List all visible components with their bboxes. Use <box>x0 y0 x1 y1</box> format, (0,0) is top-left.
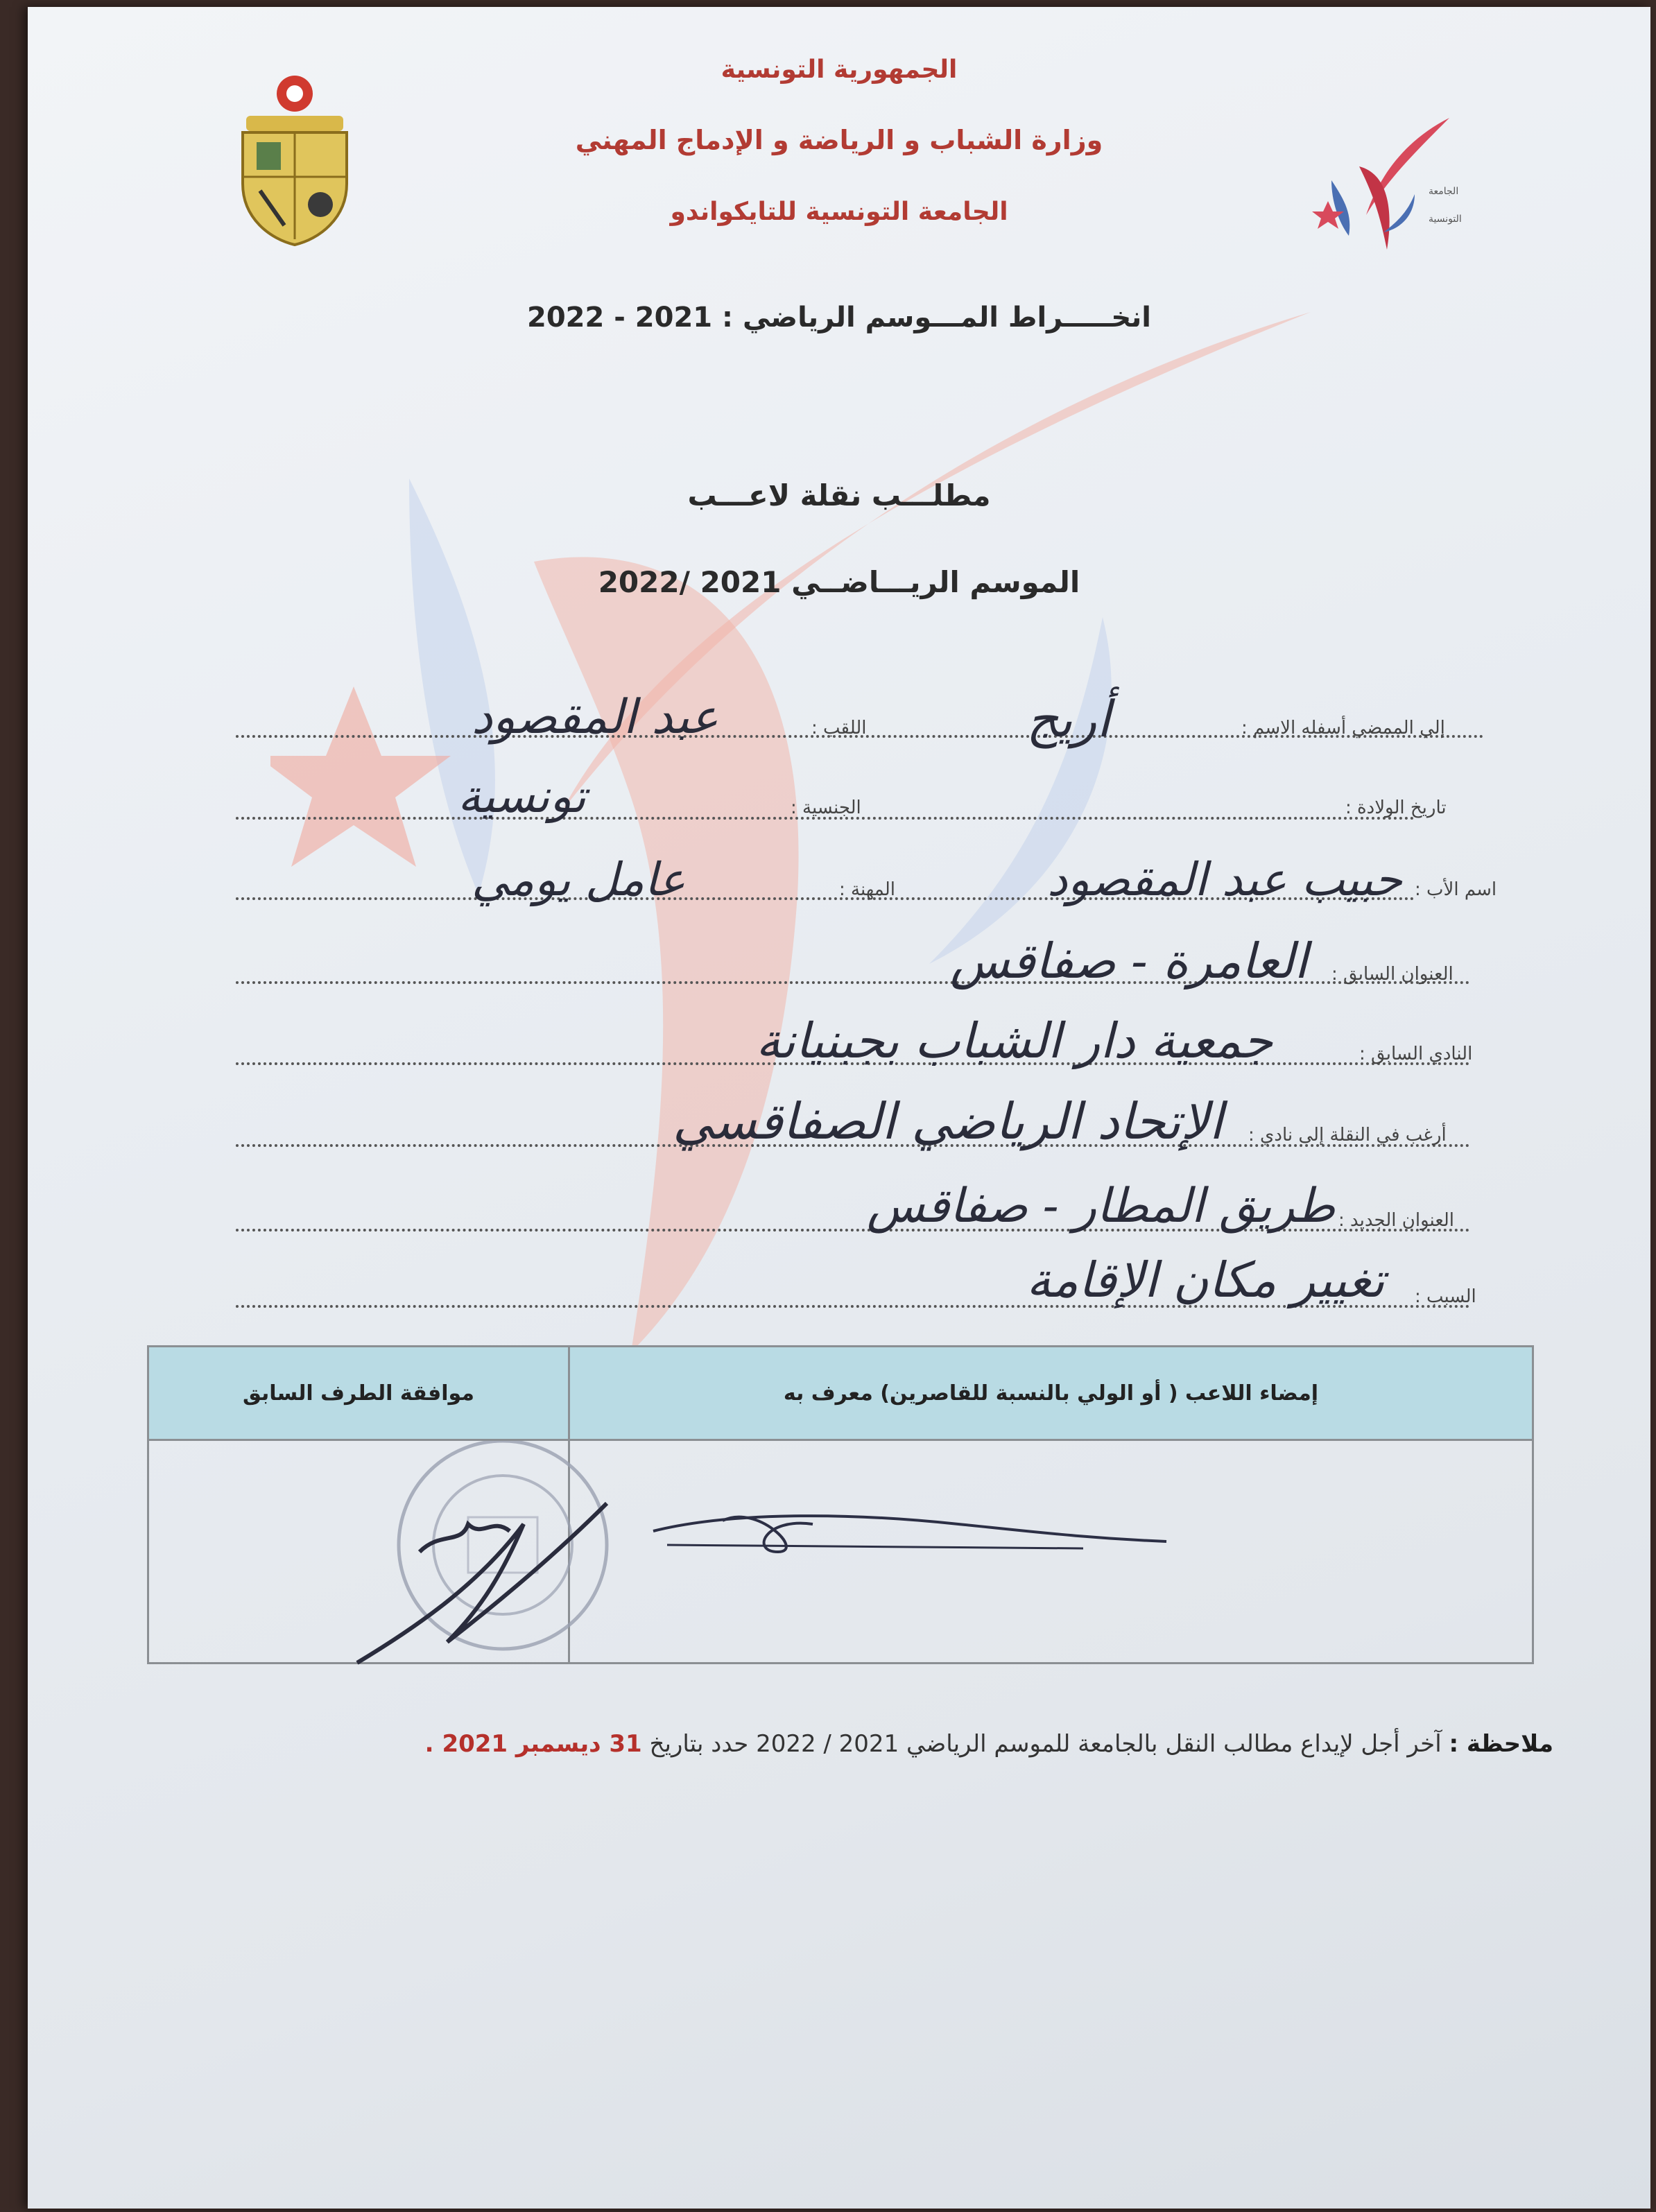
note-text: آخر أجل لإيداع مطالب النقل بالجامعة للموسم الرياضي 2021 / 2022 حدد بتاريخ <box>649 1730 1442 1758</box>
field-value-nationality: تونسية <box>458 770 587 823</box>
previous-party-header: موافقة الطرف السابق <box>148 1347 569 1440</box>
field-value-father-name: حبيب عبد المقصود <box>1047 853 1403 906</box>
field-value-profession: عامل يومي <box>472 853 686 906</box>
field-value-previous-club: جمعية دار الشباب بجبنيانة <box>756 1012 1273 1069</box>
stamp-and-signature-icon <box>343 1441 690 1670</box>
field-value-first-name: أريج <box>1026 690 1111 748</box>
field-label-first-name: إلي الممضي أسفله الاسم : <box>1241 718 1445 738</box>
field-label-reason: السبب : <box>1415 1286 1476 1307</box>
player-signature-header: إمضاء اللاعب ( أو الولي بالنسبة للقاصرين) معرف به <box>569 1347 1533 1440</box>
field-value-last-name: عبد المقصود <box>472 690 719 745</box>
field-value-previous-address: العامرة - صفاقس <box>950 933 1308 990</box>
note-prefix: ملاحظة : <box>1449 1730 1553 1758</box>
field-label-new-address: العنوان الجديد : <box>1338 1210 1455 1231</box>
field-label-birth-date: تاريخ الولادة : <box>1345 797 1447 818</box>
header-season-line: انخـــــراط المـــوسم الرياضي : 2021 - 2022 <box>527 302 1151 334</box>
svg-text:ﺍﻟﺘﻮﻧﺴﻴﺔ: ﺍﻟﺘﻮﻧﺴﻴﺔ <box>1429 214 1462 225</box>
signature-table <box>147 1345 1534 1664</box>
field-label-profession: المهنة : <box>839 879 895 900</box>
document-page <box>28 7 1650 2209</box>
field-label-nationality: الجنسية : <box>791 797 861 818</box>
note-date: 31 ديسمبر 2021 . <box>424 1730 642 1758</box>
field-label-last-name: اللقب : <box>811 718 867 738</box>
form-season: الموسم الريـــاضــي 2021 /2022 <box>598 565 1080 599</box>
field-value-desired-club: الإتحاد الرياضي الصفاقسي <box>673 1092 1223 1150</box>
field-label-previous-address: العنوان السابق : <box>1331 964 1454 985</box>
player-signature-icon <box>598 1455 1222 1607</box>
header-federation: الجامعة التونسية للتايكواندو <box>670 198 1008 226</box>
header-republic: الجمهورية التونسية <box>721 55 958 84</box>
field-label-desired-club: أرغب في النقلة إلى نادي : <box>1248 1125 1447 1146</box>
field-value-reason: تغيير مكان الإقامة <box>1026 1252 1385 1308</box>
field-label-father-name: اسم الأب : <box>1415 879 1497 900</box>
header-ministry: وزارة الشباب و الرياضة و الإدماج المهني <box>575 125 1103 155</box>
field-value-new-address: طريق المطار - صفاقس <box>867 1179 1336 1234</box>
svg-text:ﺍﻟﺠﺎﻣﻌﺔ: ﺍﻟﺠﺎﻣﻌﺔ <box>1429 186 1459 197</box>
note <box>236 1730 1553 1758</box>
field-label-previous-club: النادي السابق : <box>1359 1044 1473 1064</box>
previous-party-cell <box>148 1440 569 1664</box>
player-signature-cell <box>569 1440 1533 1664</box>
form-title: مطلـــب نقلة لاعـــب <box>687 478 991 512</box>
